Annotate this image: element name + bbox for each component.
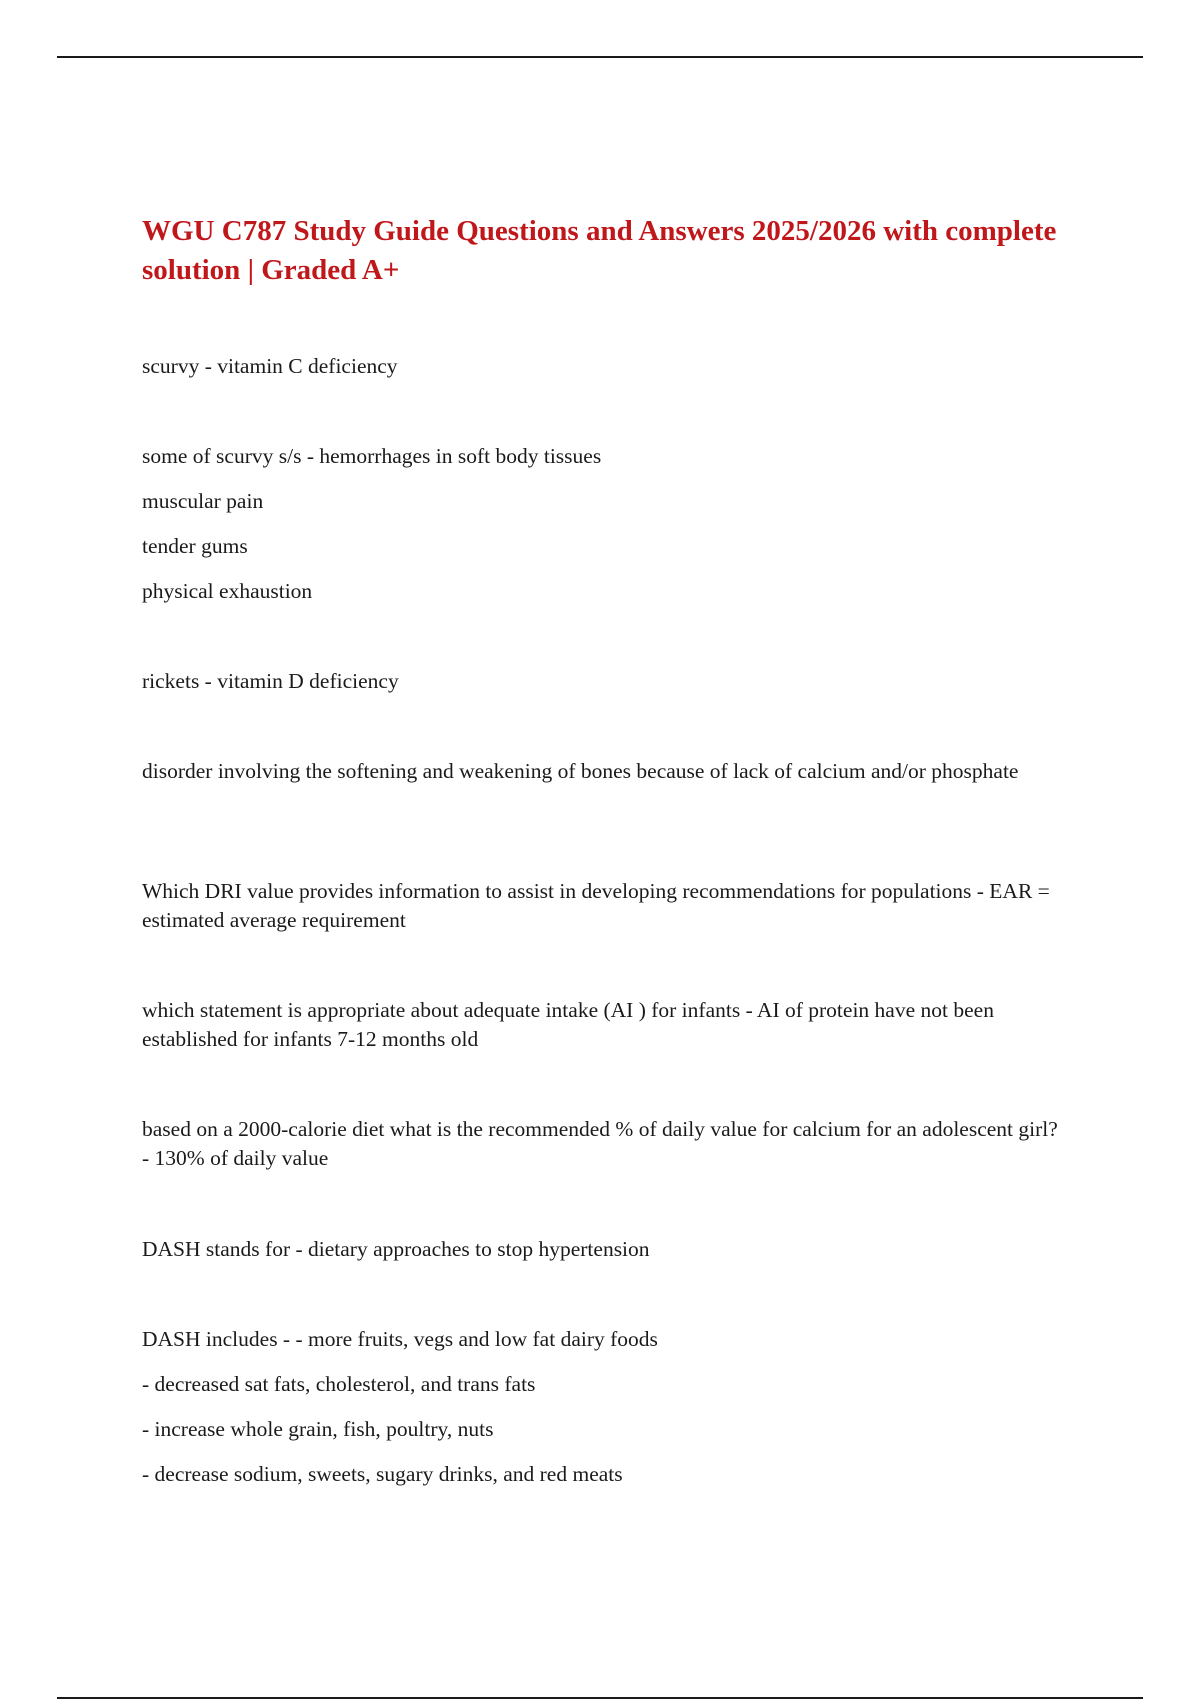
study-line-scurvy-signs: some of scurvy s/s - hemorrhages in soft body tissues <box>142 444 602 468</box>
study-line-rickets: rickets - vitamin D deficiency <box>142 669 399 693</box>
top-rule <box>57 56 1143 58</box>
study-line-dri-question: Which DRI value provides information to assist in developing recommendations for populations - EAR = estimated average requirement <box>142 879 1050 932</box>
document-title: WGU C787 Study Guide Questions and Answers 2025/2026 with complete solution | Graded A+ <box>142 215 1057 286</box>
study-line-rickets-definition: disorder involving the softening and weakening of bones because of lack of calcium and/or phosphate <box>142 759 1019 783</box>
bottom-rule <box>57 1697 1143 1699</box>
study-line-dash-fats: - decreased sat fats, cholesterol, and trans fats <box>142 1372 536 1396</box>
study-line-muscular-pain: muscular pain <box>142 489 264 513</box>
study-line-calcium-dv: based on a 2000-calorie diet what is the recommended % of daily value for calcium for an adolescent girl? - 130% of daily value <box>142 1117 1058 1170</box>
study-line-dash-whole-grain: - increase whole grain, fish, poultry, nuts <box>142 1417 494 1441</box>
study-line-ai-infants: which statement is appropriate about adequate intake (AI ) for infants - AI of protein have not been established for infants 7-12 months old <box>142 998 994 1051</box>
study-line-dash-sodium: - decrease sodium, sweets, sugary drinks, and red meats <box>142 1462 623 1486</box>
study-line-physical-exhaustion: physical exhaustion <box>142 579 313 603</box>
study-line-dash-stands-for: DASH stands for - dietary approaches to stop hypertension <box>142 1237 650 1261</box>
study-line-dash-includes: DASH includes - - more fruits, vegs and low fat dairy foods <box>142 1327 658 1351</box>
study-line-tender-gums: tender gums <box>142 534 248 558</box>
study-line-scurvy: scurvy - vitamin C deficiency <box>142 354 398 378</box>
